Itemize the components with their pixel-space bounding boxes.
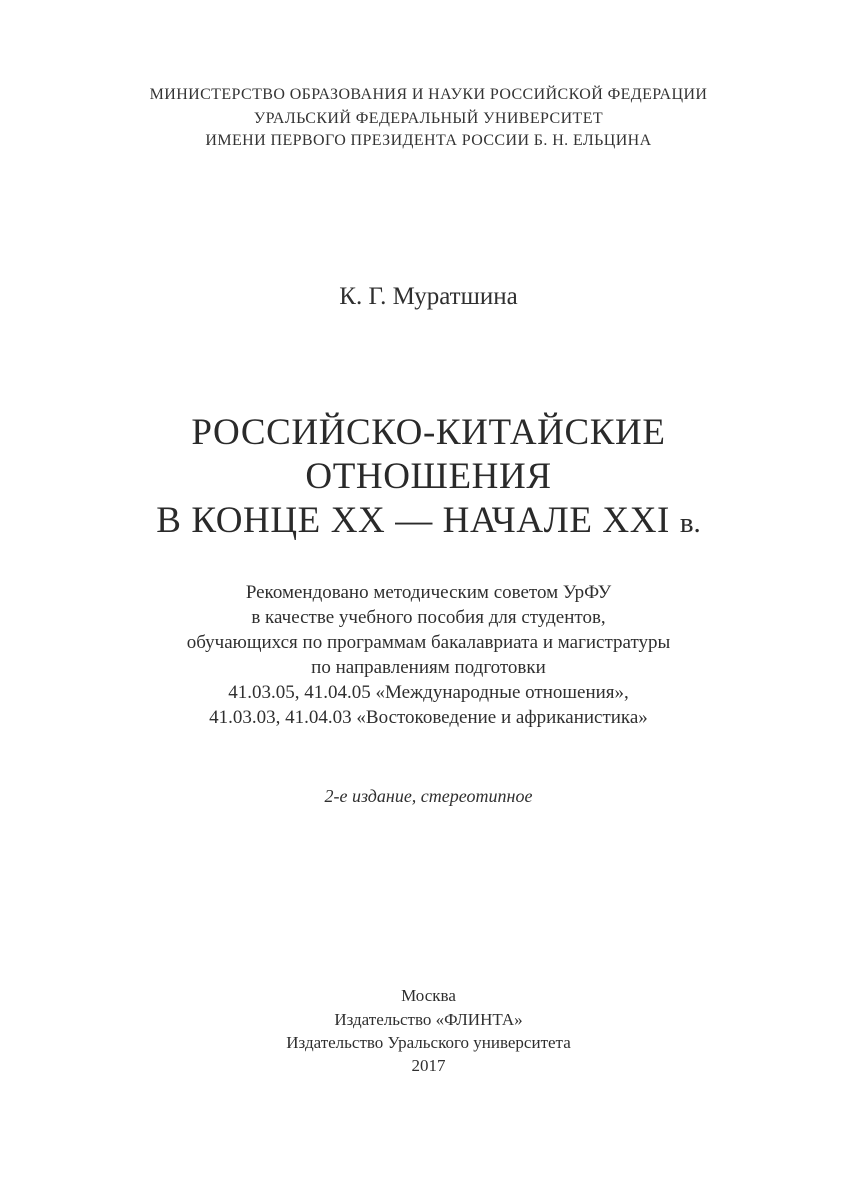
publisher-city: Москва — [401, 986, 456, 1005]
recommendation-line6: 41.03.03, 41.04.03 «Востоковедение и африканистика» — [209, 707, 648, 728]
author-name: К. Г. Муратшина — [339, 283, 518, 310]
book-title-line3-suffix: в. — [679, 507, 701, 539]
university-heading-line2: ИМЕНИ ПЕРВОГО ПРЕЗИДЕНТА РОССИИ Б. Н. ЕЛЬЦИНА — [205, 132, 652, 149]
book-title-line3 — [0, 499, 857, 542]
recommendation-line5: 41.03.05, 41.04.05 «Международные отношения», — [228, 682, 629, 703]
recommendation-line4: по направлениям подготовки — [311, 657, 546, 678]
publisher-name-1: Издательство «ФЛИНТА» — [334, 1010, 523, 1029]
book-title-line1: РОССИЙСКО-КИТАЙСКИЕ — [191, 412, 666, 453]
publication-year: 2017 — [411, 1056, 446, 1075]
publisher-name-2: Издательство Уральского университета — [286, 1033, 571, 1052]
edition-note: 2-е издание, стереотипное — [324, 786, 533, 806]
ministry-heading: МИНИСТЕРСТВО ОБРАЗОВАНИЯ И НАУКИ РОССИЙСКОЙ ФЕДЕРАЦИИ — [149, 86, 708, 103]
recommendation-line2: в качестве учебного пособия для студентов, — [251, 607, 606, 628]
book-title-line3-main: В КОНЦЕ XX — НАЧАЛЕ XXI — [156, 500, 670, 541]
recommendation-line1: Рекомендовано методическим советом УрФУ — [245, 582, 612, 603]
recommendation-line3: обучающихся по программам бакалавриата и магистратуры — [186, 632, 671, 653]
book-title-line2: ОТНОШЕНИЯ — [305, 456, 552, 497]
university-heading-line1: УРАЛЬСКИЙ ФЕДЕРАЛЬНЫЙ УНИВЕРСИТЕТ — [253, 110, 604, 127]
